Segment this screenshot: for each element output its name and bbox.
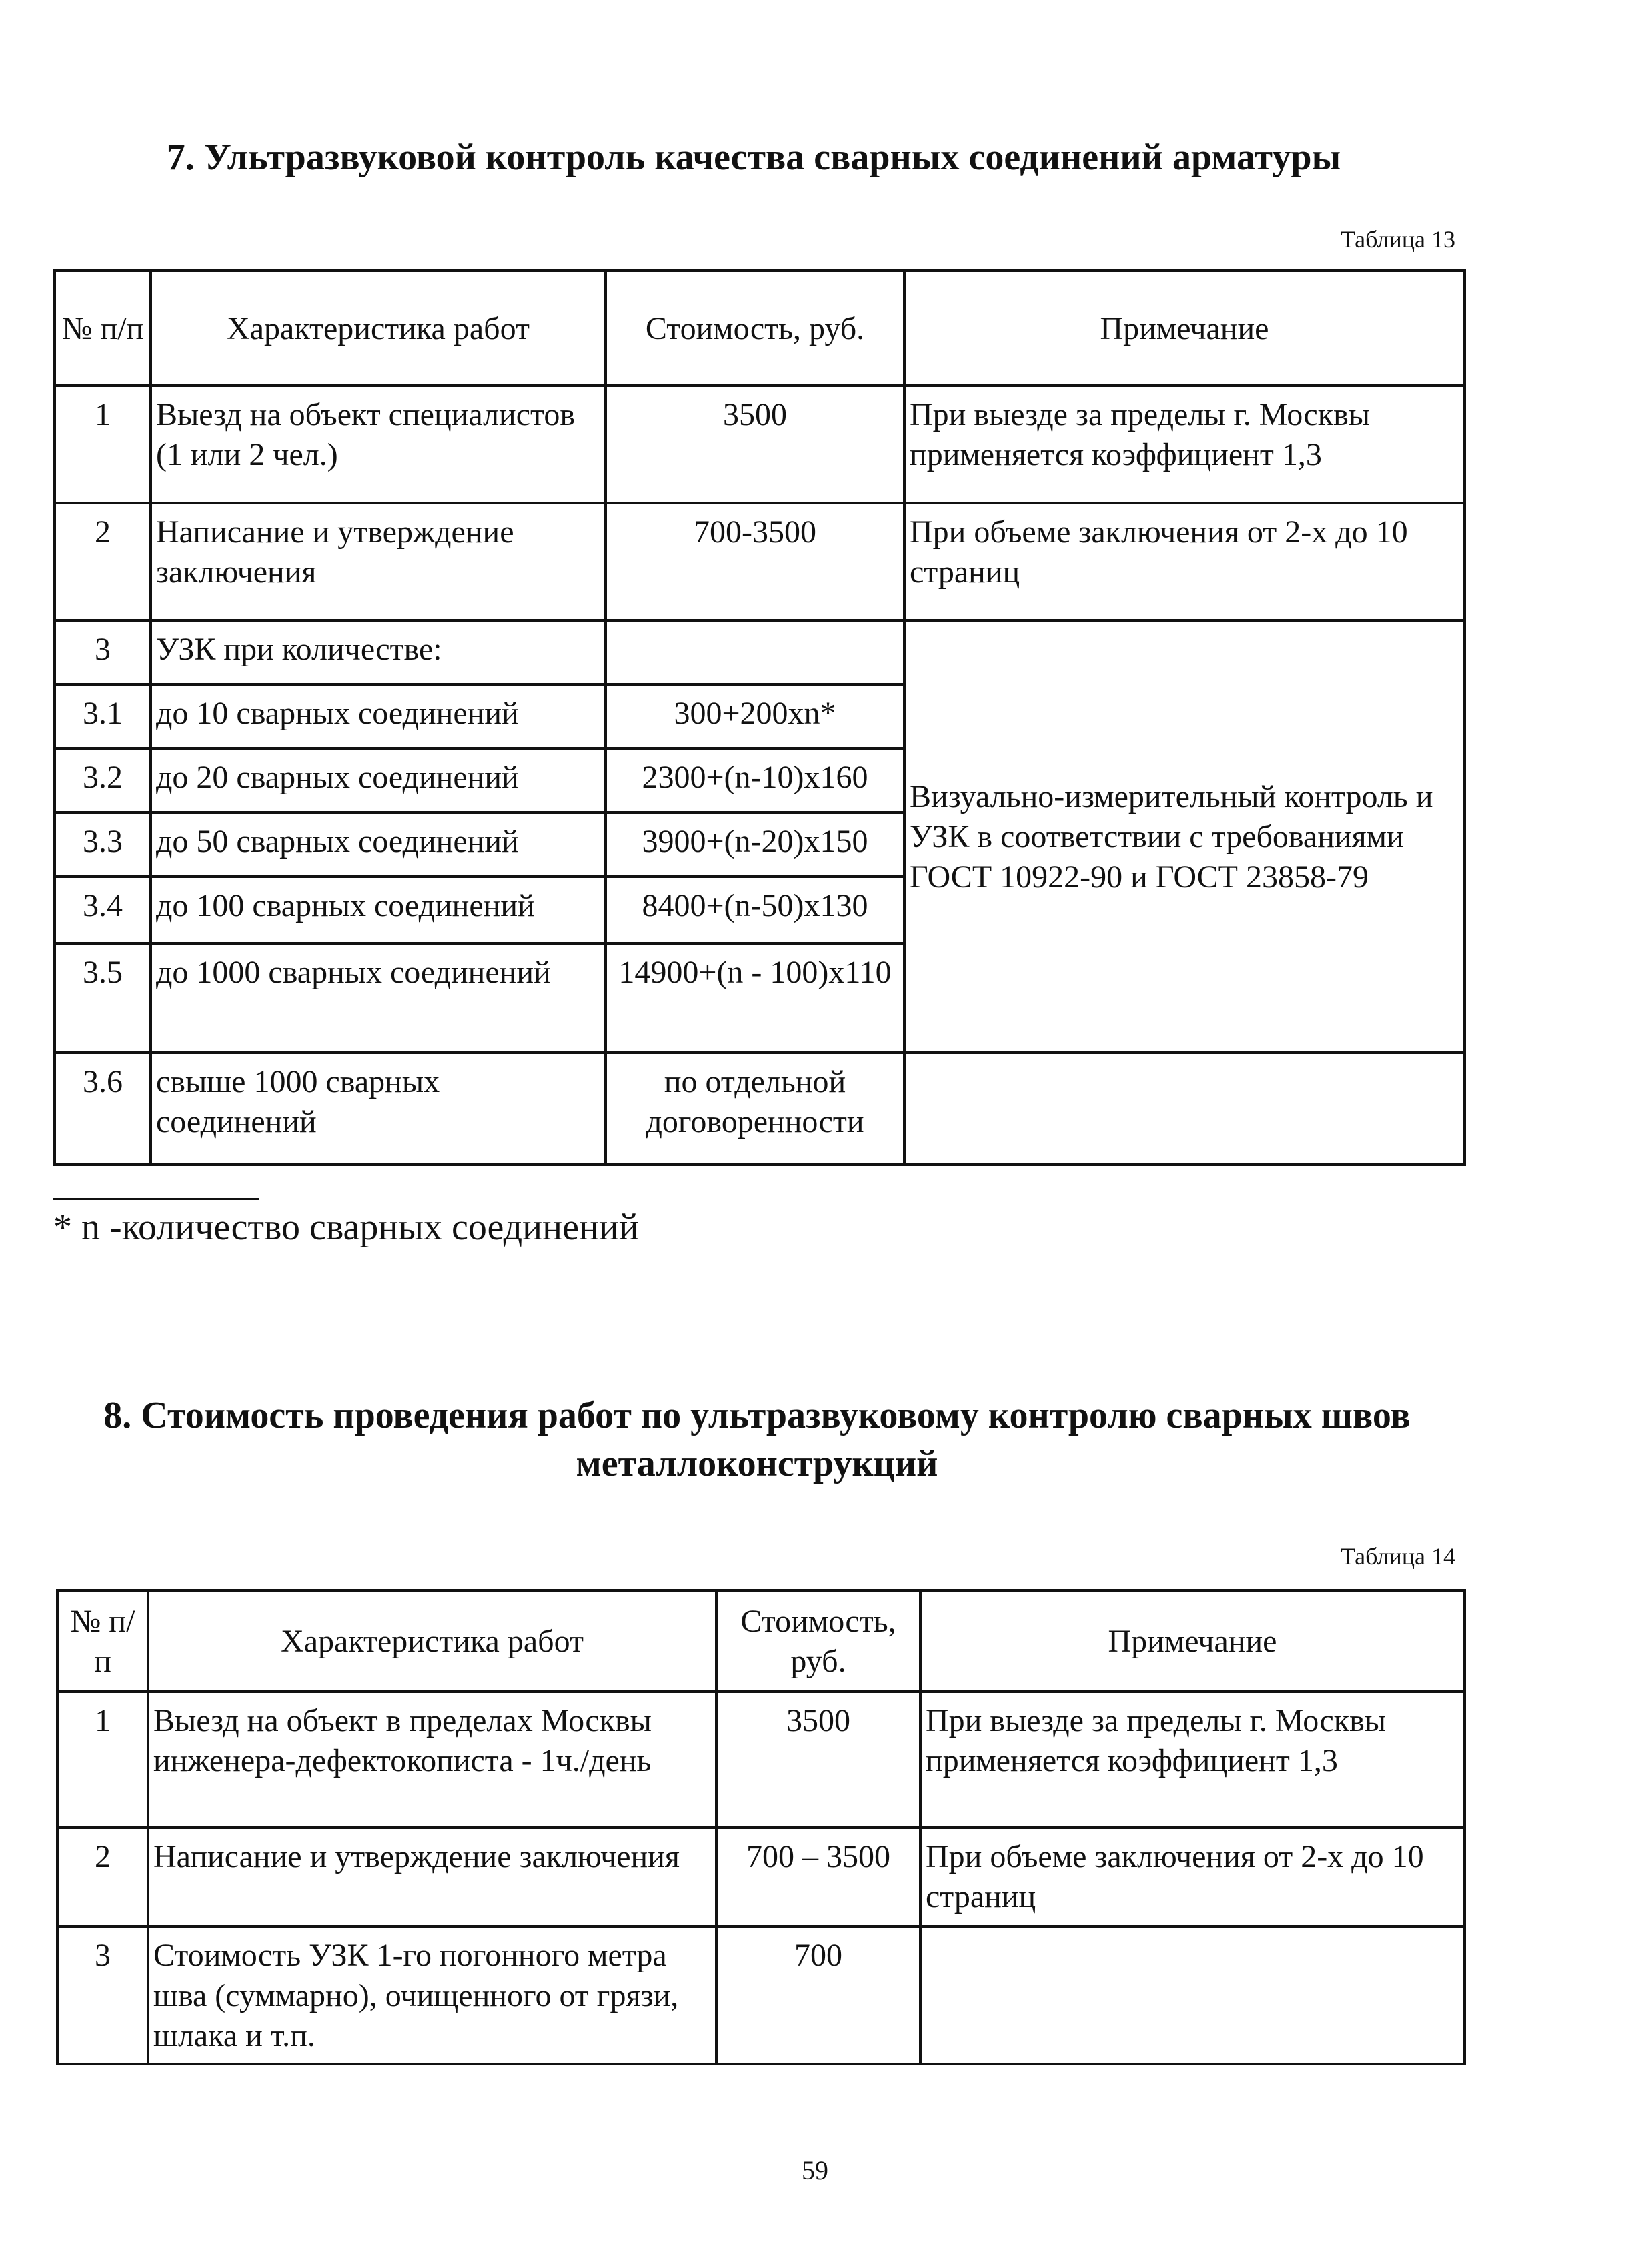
table-row xyxy=(55,503,1465,620)
row-num: 1 xyxy=(55,386,151,503)
section-7-title: 7. Ультразвуковой контроль качества сварных соединений арматуры xyxy=(166,137,1341,178)
row-cost: 700 – 3500 xyxy=(716,1828,920,1926)
row-num: 2 xyxy=(55,503,151,620)
row-work: Выезд на объект специалистов (1 или 2 чел.) xyxy=(151,386,606,503)
table-row xyxy=(57,1926,1465,2064)
table-row xyxy=(55,386,1465,503)
row-cost: 300+200xn* xyxy=(606,684,904,748)
row-num: 3.5 xyxy=(55,943,151,1053)
row-num: 3 xyxy=(57,1926,148,2064)
row-work: УЗК при количестве: xyxy=(151,620,606,684)
row-cost: 8400+(n-50)x130 xyxy=(606,877,904,943)
table-13 xyxy=(53,269,1466,1166)
row-num: 1 xyxy=(57,1692,148,1828)
table-row xyxy=(55,1053,1465,1165)
row-work: Написание и утверждение заключения xyxy=(148,1828,716,1926)
row-cost: 3900+(n-20)x150 xyxy=(606,812,904,877)
table-14-caption: Таблица 14 xyxy=(1341,1543,1455,1570)
row-num: 2 xyxy=(57,1828,148,1926)
row-work: свыше 1000 сварных соединений xyxy=(151,1053,606,1165)
row-num: 3.2 xyxy=(55,748,151,812)
footnote-text: * n -количество сварных соединений xyxy=(53,1207,639,1248)
row-cost: 3500 xyxy=(606,386,904,503)
row-work: до 100 сварных соединений xyxy=(151,877,606,943)
header-num: № п/п xyxy=(55,271,151,386)
row-note: При выезде за пределы г. Москвы применяется коэффициент 1,3 xyxy=(920,1692,1465,1828)
row-cost: 2300+(n-10)x160 xyxy=(606,748,904,812)
row-work: до 10 сварных соединений xyxy=(151,684,606,748)
row-work: Стоимость УЗК 1-го погонного метра шва (суммарно), очищенного от грязи, шлака и т.п. xyxy=(148,1926,716,2064)
header-cost: Стоимость, руб. xyxy=(716,1590,920,1692)
row-work: Выезд на объект в пределах Москвы инженера-дефектокописта - 1ч./день xyxy=(148,1692,716,1828)
row-num: 3.3 xyxy=(55,812,151,877)
row-cost: 700 xyxy=(716,1926,920,2064)
row-note xyxy=(920,1926,1465,2064)
table-row xyxy=(55,620,1465,684)
header-note: Примечание xyxy=(920,1590,1465,1692)
merged-note-cell: Визуально-измерительный контроль и УЗК в соответствии с требованиями ГОСТ 10922-90 и ГОСТ 23858-79 xyxy=(904,620,1465,1053)
table-row xyxy=(57,1828,1465,1926)
row-note: При выезде за пределы г. Москвы применяется коэффициент 1,3 xyxy=(904,386,1465,503)
row-work: до 50 сварных соединений xyxy=(151,812,606,877)
table-14 xyxy=(56,1589,1466,2065)
footnote-divider xyxy=(53,1198,259,1200)
row-work: до 20 сварных соединений xyxy=(151,748,606,812)
table-row xyxy=(57,1692,1465,1828)
header-work: Характеристика работ xyxy=(148,1590,716,1692)
row-cost xyxy=(606,620,904,684)
header-note: Примечание xyxy=(904,271,1465,386)
header-work: Характеристика работ xyxy=(151,271,606,386)
row-num: 3.6 xyxy=(55,1053,151,1165)
row-num: 3 xyxy=(55,620,151,684)
page-number: 59 xyxy=(802,2155,828,2185)
header-cost: Стоимость, руб. xyxy=(606,271,904,386)
section-8-title: 8. Стоимость проведения работ по ультразвуковому контролю сварных швов металлоконструкций xyxy=(103,1395,1411,1484)
row-num: 3.4 xyxy=(55,877,151,943)
row-note: При объеме заключения от 2-х до 10 страниц xyxy=(920,1828,1465,1926)
row-cost: по отдельной договоренности xyxy=(606,1053,904,1165)
row-cost: 700-3500 xyxy=(606,503,904,620)
table-header-row xyxy=(55,271,1465,386)
row-note xyxy=(904,1053,1465,1165)
table-header-row xyxy=(57,1590,1465,1692)
row-cost: 3500 xyxy=(716,1692,920,1828)
header-num: № п/п xyxy=(57,1590,148,1692)
row-work: до 1000 сварных соединений xyxy=(151,943,606,1053)
row-cost: 14900+(n - 100)x110 xyxy=(606,943,904,1053)
row-work: Написание и утверждение заключения xyxy=(151,503,606,620)
table-13-caption: Таблица 13 xyxy=(1341,226,1455,253)
row-note: При объеме заключения от 2-х до 10 страниц xyxy=(904,503,1465,620)
row-num: 3.1 xyxy=(55,684,151,748)
